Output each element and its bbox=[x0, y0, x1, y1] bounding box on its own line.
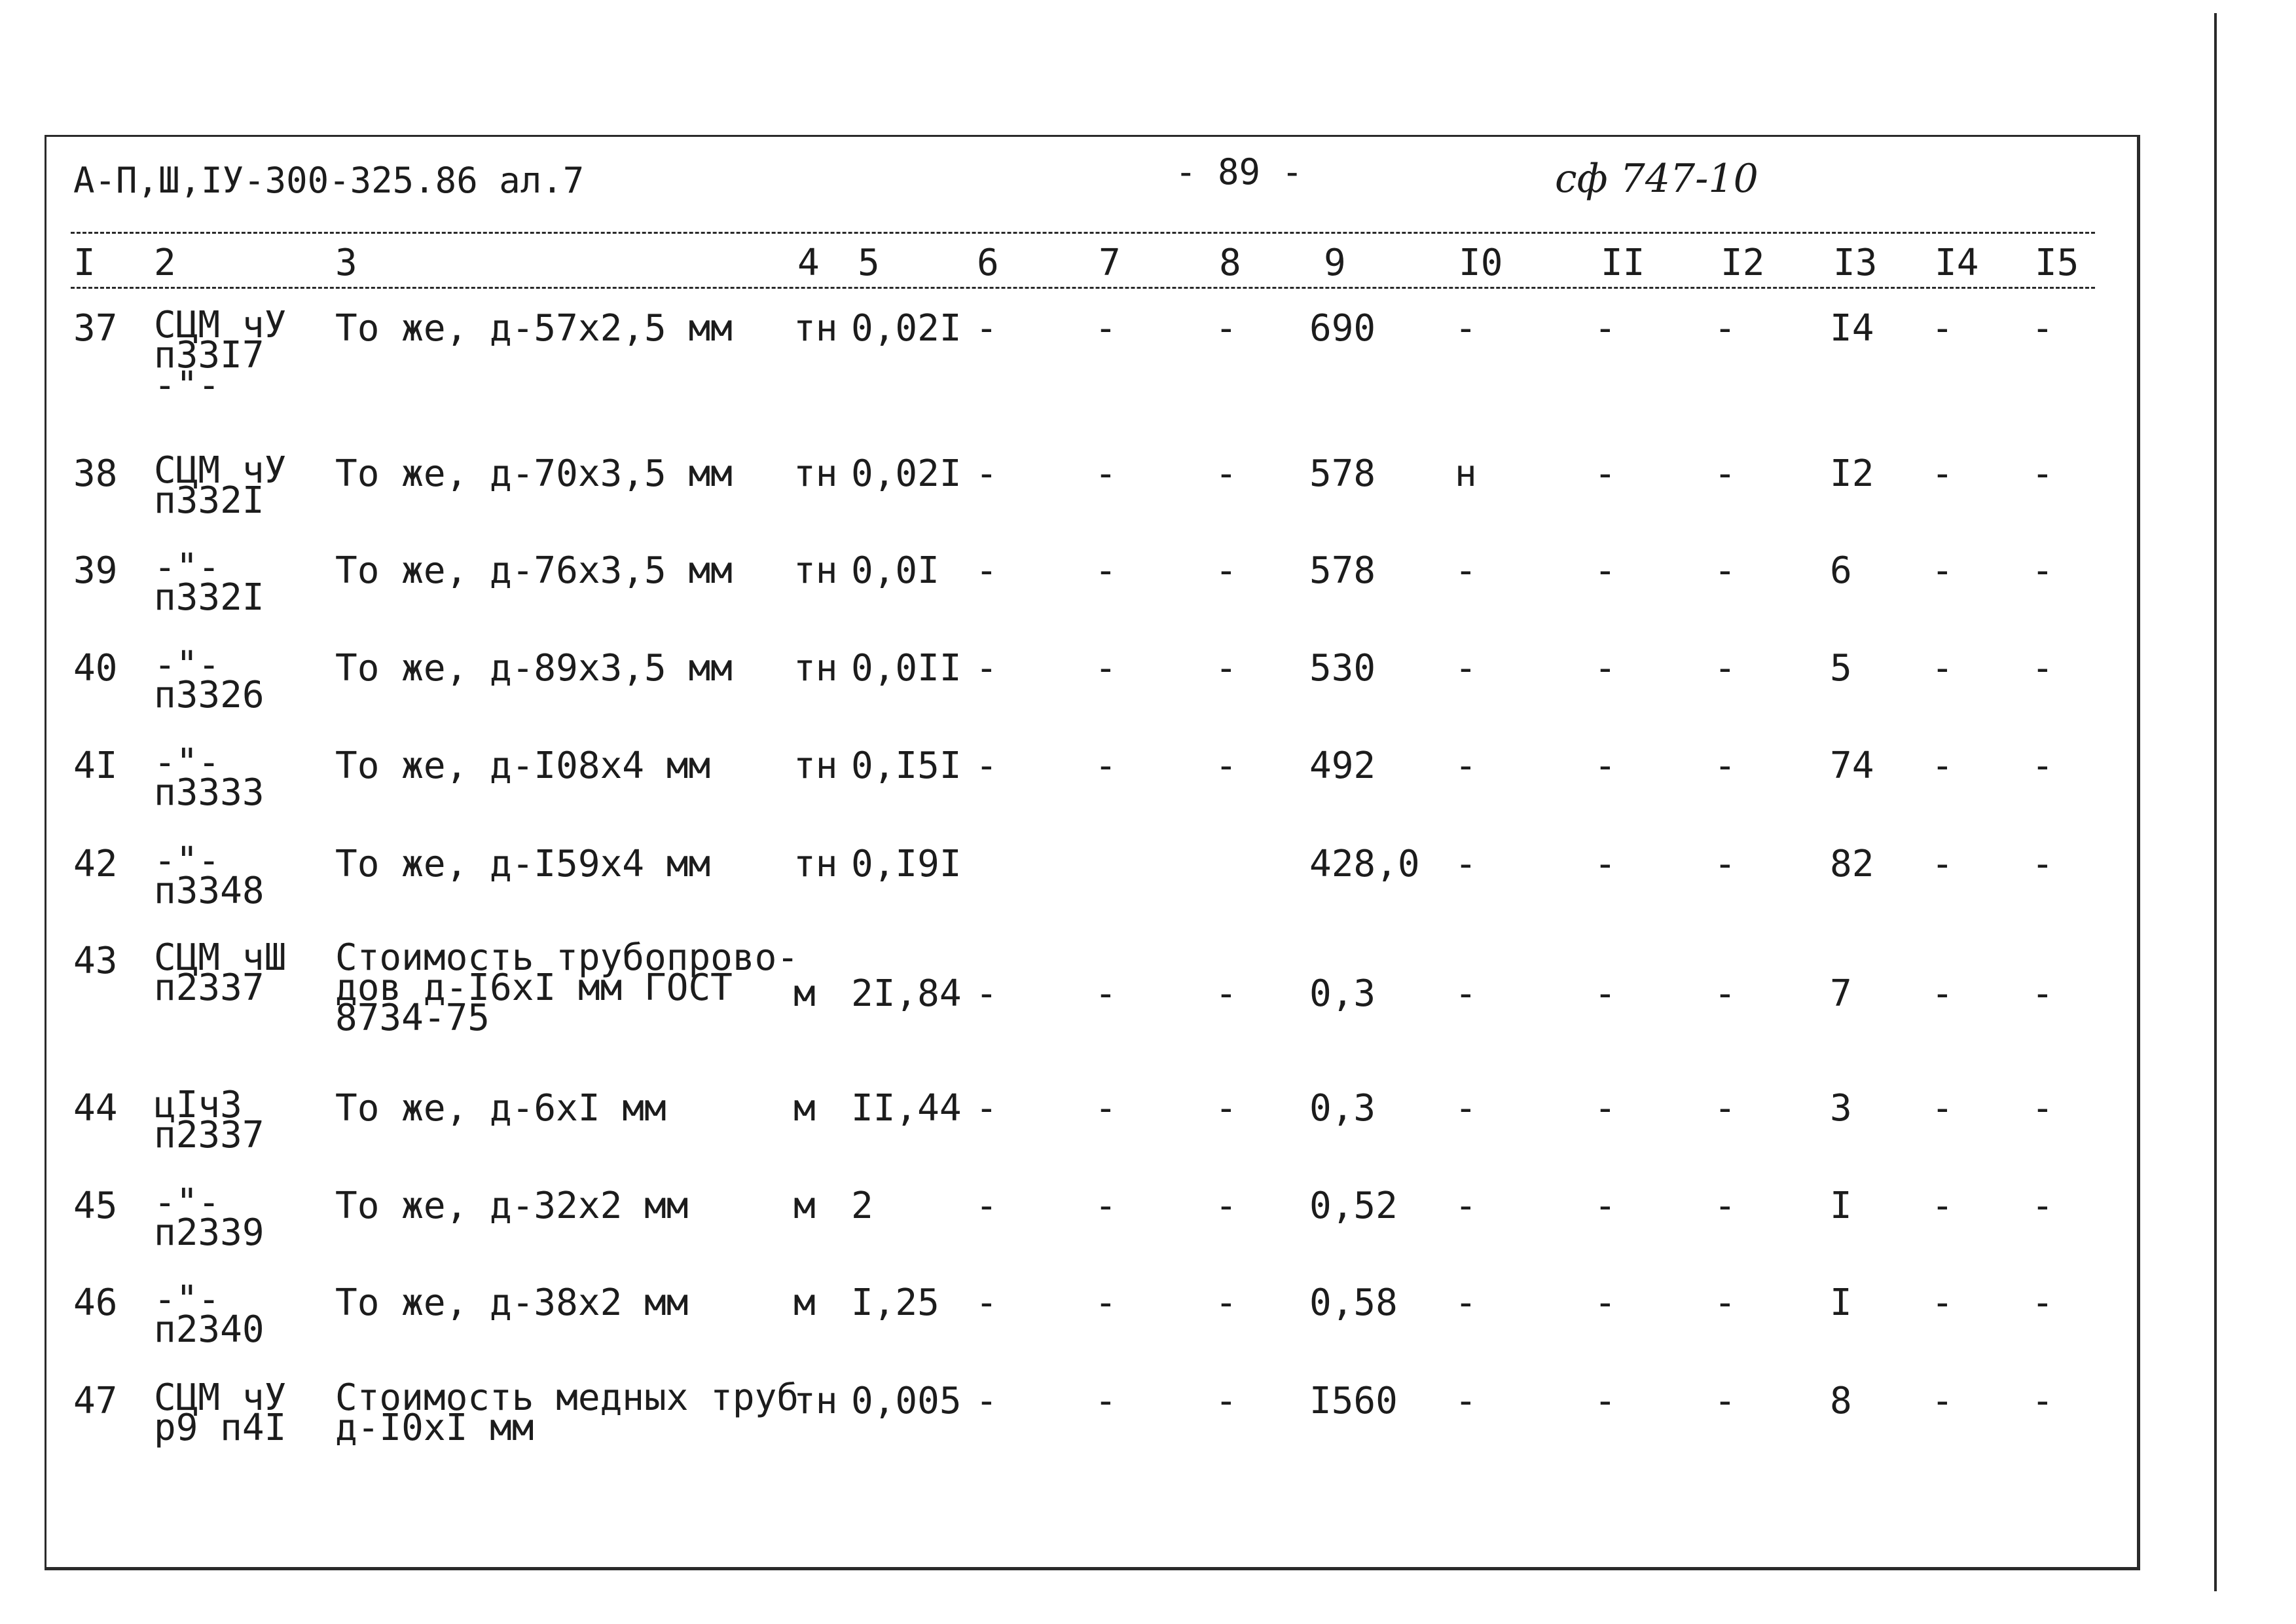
row-37-c15: - bbox=[2032, 307, 2054, 350]
column-number-6: 6 bbox=[977, 242, 999, 284]
row-4I-c10: - bbox=[1455, 745, 1477, 787]
row-46-c15: - bbox=[2032, 1282, 2054, 1324]
row-39-n: 39 bbox=[73, 549, 118, 592]
row-39-c12: - bbox=[1714, 549, 1736, 592]
column-number-10: I0 bbox=[1459, 242, 1503, 284]
row-42-c9: 428,0 bbox=[1309, 843, 1420, 885]
row-47-c11: - bbox=[1594, 1380, 1616, 1422]
row-44-qty: II,44 bbox=[851, 1087, 962, 1130]
row-46-c10: - bbox=[1455, 1282, 1477, 1324]
row-43-c12: - bbox=[1714, 972, 1736, 1015]
row-44-unit: м bbox=[793, 1087, 816, 1130]
row-39-c11: - bbox=[1594, 549, 1616, 592]
row-39-c7: - bbox=[1095, 549, 1117, 592]
row-42-n: 42 bbox=[73, 843, 118, 885]
column-number-15: I5 bbox=[2035, 242, 2079, 284]
row-42-qty: 0,I9I bbox=[851, 843, 962, 885]
column-number-7: 7 bbox=[1099, 242, 1121, 284]
row-39-c6: - bbox=[975, 549, 998, 592]
row-45-c14: - bbox=[1931, 1185, 1954, 1227]
row-38-name: То же, д-70х3,5 мм bbox=[335, 452, 733, 495]
row-40-c10: - bbox=[1455, 647, 1477, 690]
row-46-c14: - bbox=[1931, 1282, 1954, 1324]
row-47-c15: - bbox=[2032, 1380, 2054, 1422]
row-4I-c14: - bbox=[1931, 745, 1954, 787]
row-46-n: 46 bbox=[73, 1282, 118, 1324]
row-47-c10: - bbox=[1455, 1380, 1477, 1422]
row-46-c6: - bbox=[975, 1282, 998, 1324]
row-39-code: -"- п332I bbox=[154, 546, 264, 619]
row-46-code: -"- п2340 bbox=[154, 1278, 264, 1351]
row-4I-code: -"- п3333 bbox=[154, 741, 264, 814]
column-number-1: I bbox=[73, 242, 96, 284]
row-39-c9: 578 bbox=[1309, 549, 1376, 592]
row-46-name: То же, д-38х2 мм bbox=[335, 1282, 689, 1324]
row-38-c11: - bbox=[1594, 452, 1616, 495]
row-37-c12: - bbox=[1714, 307, 1736, 350]
column-number-5: 5 bbox=[858, 242, 880, 284]
row-4I-c6: - bbox=[975, 745, 998, 787]
row-38-c9: 578 bbox=[1309, 452, 1376, 495]
row-45-c12: - bbox=[1714, 1185, 1736, 1227]
row-40-c6: - bbox=[975, 647, 998, 690]
row-37-c11: - bbox=[1594, 307, 1616, 350]
document-code: А-П,Ш,IУ-300-325.86 ал.7 bbox=[73, 160, 585, 201]
row-47-c7: - bbox=[1095, 1380, 1117, 1422]
row-4I-c7: - bbox=[1095, 745, 1117, 787]
row-38-code: СЦМ чУ п332I bbox=[154, 449, 287, 522]
row-47-c6: - bbox=[975, 1380, 998, 1422]
row-42-c10: - bbox=[1455, 843, 1477, 885]
row-40-name: То же, д-89х3,5 мм bbox=[335, 647, 733, 690]
row-37-c6: - bbox=[975, 307, 998, 350]
column-number-14: I4 bbox=[1935, 242, 1979, 284]
row-40-c14: - bbox=[1931, 647, 1954, 690]
row-37-c7: - bbox=[1095, 307, 1117, 350]
row-4I-name: То же, д-I08х4 мм bbox=[335, 745, 711, 787]
row-47-c13: 8 bbox=[1830, 1380, 1852, 1422]
row-42-c12: - bbox=[1714, 843, 1736, 885]
row-46-c13: I bbox=[1830, 1282, 1852, 1324]
row-44-c10: - bbox=[1455, 1087, 1477, 1130]
row-42-code: -"- п3348 bbox=[154, 840, 264, 912]
row-38-c7: - bbox=[1095, 452, 1117, 495]
row-4I-c13: 74 bbox=[1830, 745, 1874, 787]
row-46-c9: 0,58 bbox=[1309, 1282, 1398, 1324]
row-39-unit: тн bbox=[793, 549, 838, 592]
row-44-c12: - bbox=[1714, 1087, 1736, 1130]
row-46-c8: - bbox=[1215, 1282, 1237, 1324]
row-4I-c11: - bbox=[1594, 745, 1616, 787]
row-44-c15: - bbox=[2032, 1087, 2054, 1130]
row-44-c9: 0,3 bbox=[1309, 1087, 1376, 1130]
row-43-n: 43 bbox=[73, 940, 118, 982]
row-38-unit: тн bbox=[793, 452, 838, 495]
row-39-c15: - bbox=[2032, 549, 2054, 592]
row-44-c7: - bbox=[1095, 1087, 1117, 1130]
row-37-name: То же, д-57х2,5 мм bbox=[335, 307, 733, 350]
row-46-c12: - bbox=[1714, 1282, 1736, 1324]
row-44-c11: - bbox=[1594, 1087, 1616, 1130]
row-40-c9: 530 bbox=[1309, 647, 1376, 690]
row-44-name: То же, д-6хI мм bbox=[335, 1087, 666, 1130]
row-39-name: То же, д-76х3,5 мм bbox=[335, 549, 733, 592]
row-39-c10: - bbox=[1455, 549, 1477, 592]
row-40-c13: 5 bbox=[1830, 647, 1852, 690]
row-40-c15: - bbox=[2032, 647, 2054, 690]
row-47-code: СЦМ чУ р9 п4I bbox=[154, 1376, 287, 1449]
row-4I-unit: тн bbox=[793, 745, 838, 787]
row-40-qty: 0,0II bbox=[851, 647, 962, 690]
column-number-3: 3 bbox=[335, 242, 357, 284]
handwritten-mark: сф 747-10 bbox=[1555, 156, 1758, 202]
row-38-c8: - bbox=[1215, 452, 1237, 495]
row-40-unit: тн bbox=[793, 647, 838, 690]
row-42-c15: - bbox=[2032, 843, 2054, 885]
row-45-qty: 2 bbox=[851, 1185, 873, 1227]
row-43-c7: - bbox=[1095, 972, 1117, 1015]
column-number-12: I2 bbox=[1721, 242, 1765, 284]
row-39-c14: - bbox=[1931, 549, 1954, 592]
row-47-unit: тн bbox=[793, 1380, 838, 1422]
row-45-c13: I bbox=[1830, 1185, 1852, 1227]
row-43-c15: - bbox=[2032, 972, 2054, 1015]
row-37-c8: - bbox=[1215, 307, 1237, 350]
row-37-unit: тн bbox=[793, 307, 838, 350]
row-47-qty: 0,005 bbox=[851, 1380, 962, 1422]
row-44-c8: - bbox=[1215, 1087, 1237, 1130]
row-43-c8: - bbox=[1215, 972, 1237, 1015]
row-40-code: -"- п3326 bbox=[154, 644, 264, 716]
row-43-c10: - bbox=[1455, 972, 1477, 1015]
row-43-unit: м bbox=[793, 972, 816, 1015]
row-40-c8: - bbox=[1215, 647, 1237, 690]
row-43-qty: 2I,84 bbox=[851, 972, 962, 1015]
row-38-c12: - bbox=[1714, 452, 1736, 495]
row-45-code: -"- п2339 bbox=[154, 1181, 264, 1254]
column-number-11: II bbox=[1601, 242, 1645, 284]
row-38-n: 38 bbox=[73, 452, 118, 495]
column-number-8: 8 bbox=[1219, 242, 1241, 284]
row-42-c11: - bbox=[1594, 843, 1616, 885]
row-46-qty: I,25 bbox=[851, 1282, 939, 1324]
row-43-c6: - bbox=[975, 972, 998, 1015]
row-43-code: СЦМ чШ п2337 bbox=[154, 936, 287, 1009]
row-45-name: То же, д-32х2 мм bbox=[335, 1185, 689, 1227]
row-40-c11: - bbox=[1594, 647, 1616, 690]
row-38-c10: н bbox=[1455, 452, 1477, 495]
page-number: - 89 - bbox=[1175, 151, 1303, 193]
row-37-qty: 0,02I bbox=[851, 307, 962, 350]
row-45-c15: - bbox=[2032, 1185, 2054, 1227]
row-45-c11: - bbox=[1594, 1185, 1616, 1227]
column-number-13: I3 bbox=[1833, 242, 1878, 284]
column-number-9: 9 bbox=[1324, 242, 1346, 284]
row-38-c15: - bbox=[2032, 452, 2054, 495]
column-number-2: 2 bbox=[154, 242, 176, 284]
row-42-c13: 82 bbox=[1830, 843, 1874, 885]
row-37-code: СЦМ чУ п33I7 -"- bbox=[154, 304, 287, 407]
row-45-n: 45 bbox=[73, 1185, 118, 1227]
row-37-c14: - bbox=[1931, 307, 1954, 350]
row-45-unit: м bbox=[793, 1185, 816, 1227]
row-43-c11: - bbox=[1594, 972, 1616, 1015]
row-47-c9: I560 bbox=[1309, 1380, 1398, 1422]
row-37-c9: 690 bbox=[1309, 307, 1376, 350]
row-47-c8: - bbox=[1215, 1380, 1237, 1422]
row-46-unit: м bbox=[793, 1282, 816, 1324]
row-43-name: Стоимость трубопрово- дов д-I6хI мм ГОСТ 8734-75 bbox=[335, 936, 799, 1039]
row-45-c9: 0,52 bbox=[1309, 1185, 1398, 1227]
row-42-name: То же, д-I59х4 мм bbox=[335, 843, 711, 885]
column-number-rule bbox=[71, 287, 2095, 289]
row-39-c13: 6 bbox=[1830, 549, 1852, 592]
row-40-c12: - bbox=[1714, 647, 1736, 690]
row-46-c7: - bbox=[1095, 1282, 1117, 1324]
row-45-c6: - bbox=[975, 1185, 998, 1227]
row-44-c14: - bbox=[1931, 1087, 1954, 1130]
row-38-c14: - bbox=[1931, 452, 1954, 495]
row-44-n: 44 bbox=[73, 1087, 118, 1130]
row-43-c14: - bbox=[1931, 972, 1954, 1015]
row-47-name: Стоимость медных труб д-I0хI мм bbox=[335, 1376, 799, 1449]
row-47-n: 47 bbox=[73, 1380, 118, 1422]
row-38-qty: 0,02I bbox=[851, 452, 962, 495]
row-38-c6: - bbox=[975, 452, 998, 495]
row-44-c13: 3 bbox=[1830, 1087, 1852, 1130]
row-45-c10: - bbox=[1455, 1185, 1477, 1227]
row-43-c9: 0,3 bbox=[1309, 972, 1376, 1015]
row-47-c14: - bbox=[1931, 1380, 1954, 1422]
row-4I-c9: 492 bbox=[1309, 745, 1376, 787]
row-42-c14: - bbox=[1931, 843, 1954, 885]
row-46-c11: - bbox=[1594, 1282, 1616, 1324]
row-37-n: 37 bbox=[73, 307, 118, 350]
row-39-qty: 0,0I bbox=[851, 549, 939, 592]
row-4I-c12: - bbox=[1714, 745, 1736, 787]
row-45-c8: - bbox=[1215, 1185, 1237, 1227]
row-42-unit: тн bbox=[793, 843, 838, 885]
row-39-c8: - bbox=[1215, 549, 1237, 592]
row-37-c13: I4 bbox=[1830, 307, 1874, 350]
row-4I-c8: - bbox=[1215, 745, 1237, 787]
header-rule bbox=[71, 232, 2095, 234]
row-40-n: 40 bbox=[73, 647, 118, 690]
row-37-c10: - bbox=[1455, 307, 1477, 350]
row-44-code: цIч3 п2337 bbox=[154, 1084, 264, 1156]
row-38-c13: I2 bbox=[1830, 452, 1874, 495]
row-45-c7: - bbox=[1095, 1185, 1117, 1227]
row-4I-n: 4I bbox=[73, 745, 118, 787]
row-44-c6: - bbox=[975, 1087, 998, 1130]
row-43-c13: 7 bbox=[1830, 972, 1852, 1015]
row-4I-qty: 0,I5I bbox=[851, 745, 962, 787]
column-number-4: 4 bbox=[797, 242, 820, 284]
row-4I-c15: - bbox=[2032, 745, 2054, 787]
row-47-c12: - bbox=[1714, 1380, 1736, 1422]
page-edge-line bbox=[2214, 13, 2217, 1591]
row-40-c7: - bbox=[1095, 647, 1117, 690]
